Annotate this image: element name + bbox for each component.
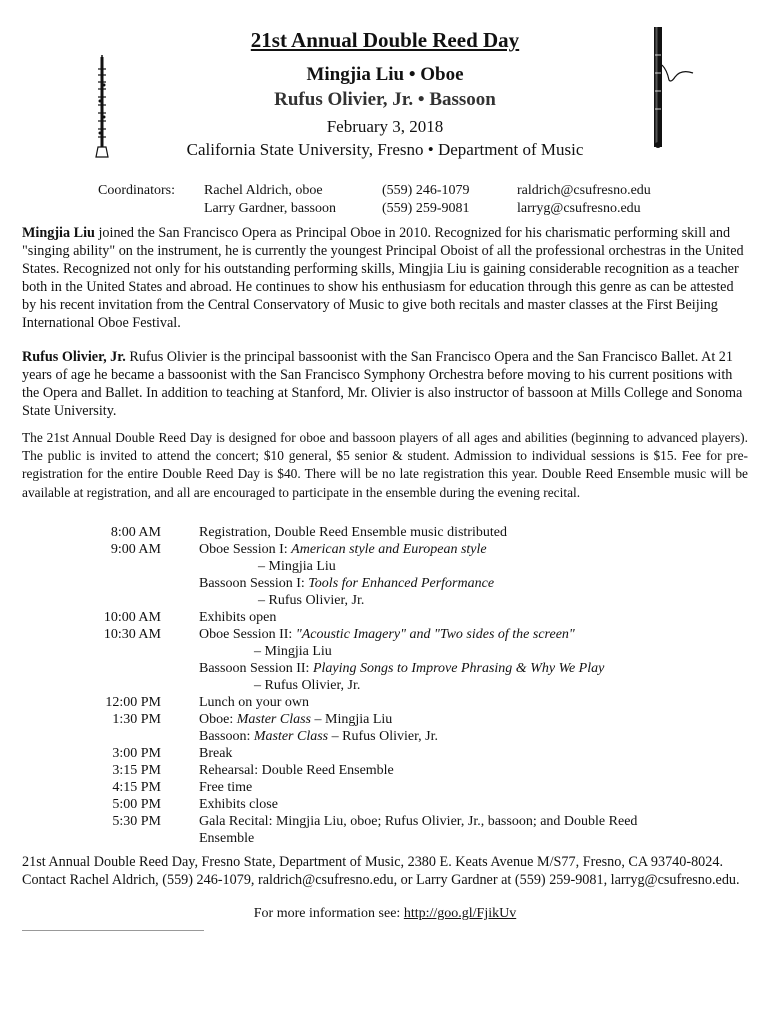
more-info-label: For more information see:	[253, 906, 404, 921]
coordinator-phone: (559) 259-9081	[382, 201, 470, 216]
bullet: •	[427, 140, 434, 159]
event-description: The 21st Annual Double Reed Day is designed for oboe and bassoon players of all ages and abilities (beginning to advanced players). The public is invited to attend the concert; $10 general, $5 senior & student. Admission to individual sessions is $15. Fee for pre-registration for the entire Double Reed Day is $40. There will be no late registration this year. Double Reed Ensemble music will be available at registration, and all are encouraged to participate in the ensemble during the evening recital.	[22, 430, 748, 500]
divider	[22, 930, 204, 931]
schedule-time: 1:30 PM	[112, 712, 161, 727]
schedule-time: 5:30 PM	[112, 814, 161, 829]
schedule-activity: Bassoon Session I: Tools for Enhanced Performance	[199, 576, 495, 591]
schedule-time: 3:00 PM	[112, 746, 161, 761]
schedule-activity: Registration, Double Reed Ensemble music distributed	[199, 525, 507, 540]
oboe-bio	[22, 224, 748, 332]
bullet: •	[408, 64, 416, 85]
venue-university: California State University, Fresno	[186, 140, 424, 159]
coordinator-email[interactable]: raldrich@csufresno.edu	[517, 183, 651, 198]
oboe-icon	[90, 55, 114, 160]
page-title: 21st Annual Double Reed Day	[250, 28, 520, 52]
schedule-time: 10:00 AM	[103, 610, 161, 625]
coordinator-name: Rachel Aldrich, oboe	[204, 183, 323, 198]
bio-text: Rufus Olivier is the principal bassoonist with the San Francisco Opera and the San Francisco Ballet. At 21 years of age he became a bassoonist with the San Francisco Symphony Orchestra before moving to his current positions with the Opera and Ballet. In addition to teaching at Stanford, Mr. Olivier is also instructor of bassoon at Mills College and Sonoma State University.	[22, 349, 743, 419]
coordinator-email[interactable]: larryg@csufresno.edu	[517, 201, 641, 216]
schedule-activity: Free time	[199, 780, 253, 795]
schedule-activity: Exhibits open	[199, 610, 277, 625]
schedule-activity: Gala Recital: Mingjia Liu, oboe; Rufus Olivier, Jr., bassoon; and Double Reed	[199, 814, 638, 829]
coordinators-label: Coordinators:	[98, 183, 175, 198]
bio-text: joined the San Francisco Opera as Principal Oboe in 2010. Recognized for his charismatic performing skill and "singing ability" on the instrument, he is currently the youngest Principal Oboist of all the professional orchestras in the United States. Recognized not only for his outstanding performing skills, Mingjia Liu is gaining considerable recognition as a teacher both in the United States and abroad. He continues to show his enthusiasm for education through this genre as can be attested by his recent invitation from the Central Conservatory of Music to give both recitals and master classes at the First Beijing International Oboe Festival.	[22, 225, 744, 331]
schedule-presenter: – Mingjia Liu	[258, 559, 336, 574]
bassoon-icon	[645, 25, 705, 150]
schedule-activity: Bassoon: Master Class – Rufus Olivier, Jr.	[199, 729, 439, 744]
bassoon-performer-name: Rufus Olivier, Jr.	[274, 89, 414, 110]
schedule-activity: Oboe Session II: "Acoustic Imagery" and "Two sides of the screen"	[199, 627, 575, 642]
bassoon-label: Bassoon	[429, 89, 496, 110]
bassoon-bio	[22, 348, 748, 420]
schedule-time: 10:30 AM	[103, 627, 161, 642]
coordinator-name: Larry Gardner, bassoon	[204, 201, 337, 216]
more-info	[0, 906, 770, 922]
schedule-time: 8:00 AM	[110, 525, 161, 540]
schedule-time: 3:15 PM	[112, 763, 161, 778]
schedule-activity: Oboe: Master Class – Mingjia Liu	[199, 712, 393, 727]
schedule-presenter: – Rufus Olivier, Jr.	[254, 678, 361, 693]
schedule-activity: Oboe Session I: American style and European style	[199, 542, 487, 557]
oboe-label: Oboe	[420, 64, 464, 85]
coordinator-phone: (559) 246-1079	[382, 183, 470, 198]
schedule-activity: Rehearsal: Double Reed Ensemble	[199, 763, 394, 778]
schedule-time: 5:00 PM	[112, 797, 161, 812]
bullet: •	[417, 89, 425, 110]
schedule-activity: Exhibits close	[199, 797, 278, 812]
schedule-time: 12:00 PM	[105, 695, 161, 710]
bio-name: Mingjia Liu	[22, 225, 95, 241]
schedule-time: 9:00 AM	[110, 542, 161, 557]
schedule-time: 4:15 PM	[112, 780, 161, 795]
bio-name: Rufus Olivier, Jr.	[22, 349, 126, 365]
oboe-performer-name: Mingjia Liu	[306, 64, 405, 85]
schedule-activity: Bassoon Session II: Playing Songs to Improve Phrasing & Why We Play	[199, 661, 605, 676]
schedule-activity: Lunch on your own	[199, 695, 310, 710]
event-date: February 3, 2018	[326, 117, 444, 136]
schedule-activity: Ensemble	[199, 831, 255, 846]
contact-footer: 21st Annual Double Reed Day, Fresno State, Department of Music, 2380 E. Keats Avenue M/S77, Fresno, CA 93740-8024. Contact Rachel Aldrich, (559) 246-1079, raldrich@csufresno.edu, or Larry Gardner at (559) 259-9081, larryg@csufresno.edu.	[22, 854, 740, 888]
schedule-presenter: – Rufus Olivier, Jr.	[258, 593, 365, 608]
more-info-link[interactable]: http://goo.gl/FjikUv	[403, 906, 517, 921]
schedule-activity: Break	[199, 746, 233, 761]
venue-department: Department of Music	[437, 140, 584, 159]
schedule-presenter: – Mingjia Liu	[254, 644, 332, 659]
